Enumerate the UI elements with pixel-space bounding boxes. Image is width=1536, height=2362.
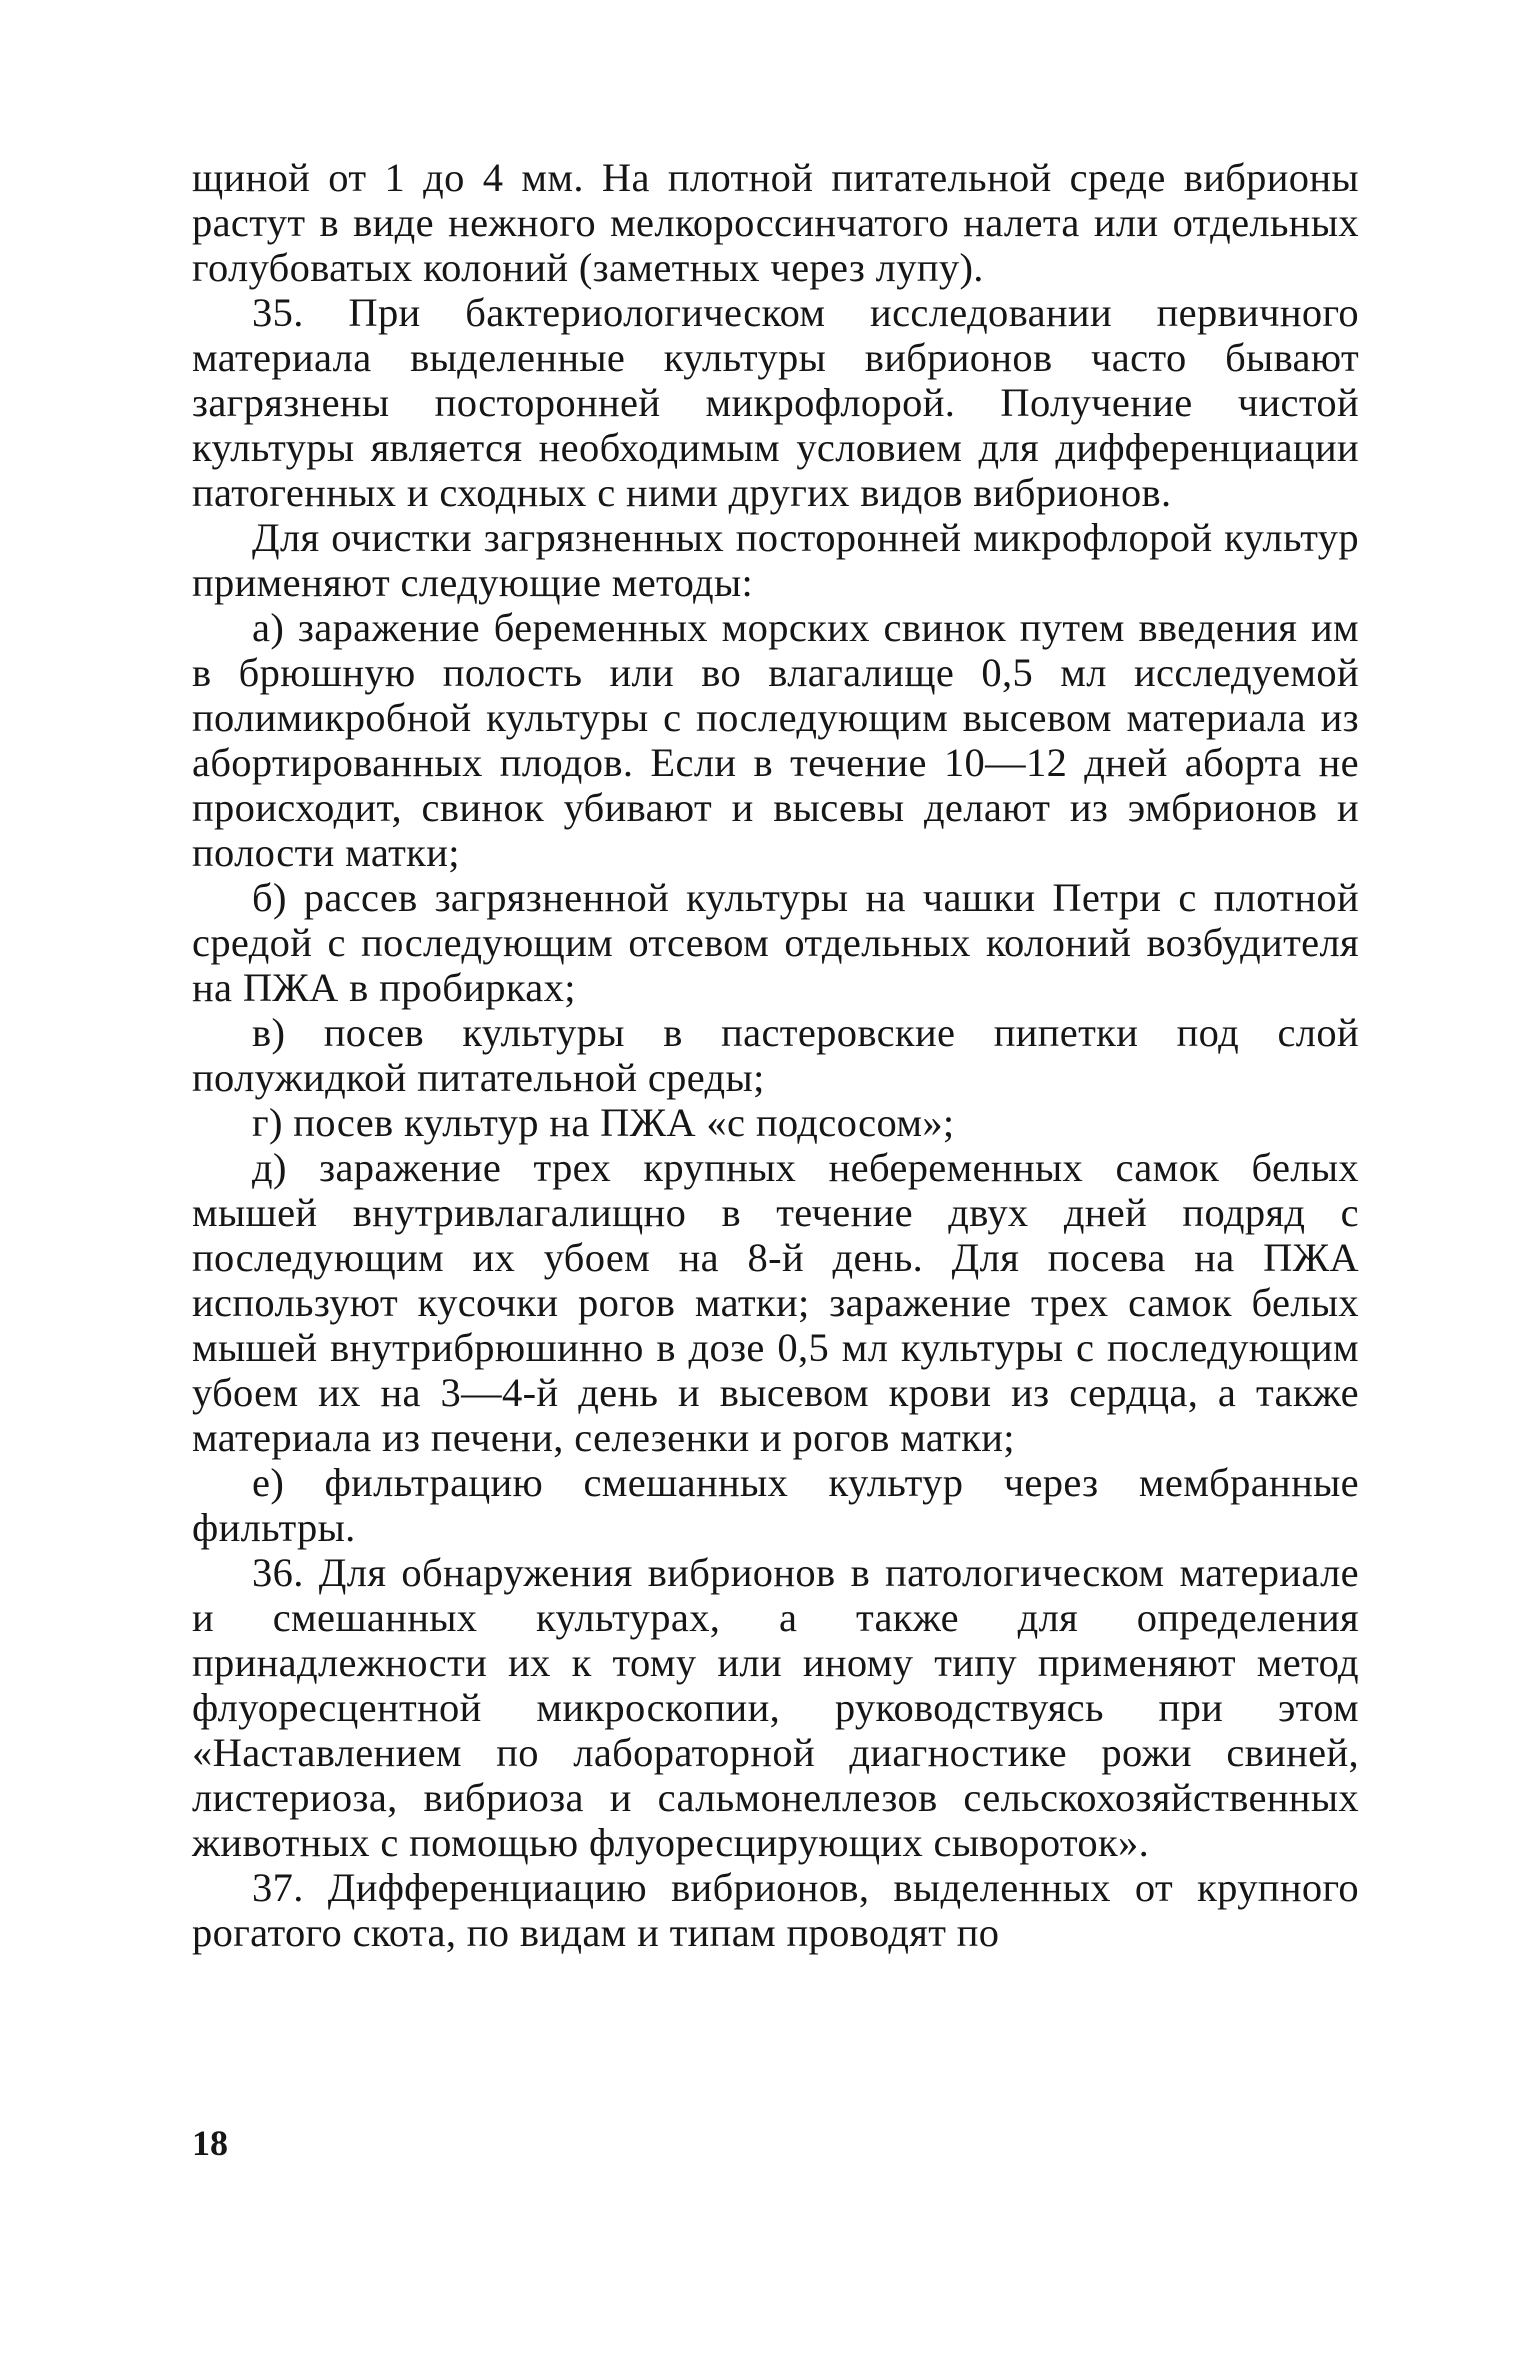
page-number: 18 — [192, 2123, 228, 2163]
list-item-g: г) посев культур на ПЖА «с подсосом»; — [252, 1100, 955, 1145]
list-item-v: в) посев культуры в пастеровские пипетки под слой полужидкой питательной среды; — [192, 1010, 1359, 1100]
paragraph-35: 35. При бактериологическом исследовании первичного материала выделенные культуры вибрионов часто бывают загрязнены посторонней микрофлорой. Получение чистой культуры является необходимым условием для дифференциации патогенных и сходных с ними других видов вибрионов. — [192, 290, 1359, 515]
paragraph-continuation: щиной от 1 до 4 мм. На плотной питательной среде вибрионы растут в виде нежного мелкороссинчатого налета или отдельных голубоватых колоний (заметных через лупу). — [192, 155, 1359, 290]
list-item-e: е) фильтрацию смешанных культур через мембранные фильтры. — [192, 1460, 1359, 1550]
list-item-b: б) рассев загрязненной культуры на чашки Петри с плотной средой с последующим отсевом отдельных колоний возбудителя на ПЖА в пробирках; — [192, 875, 1359, 1010]
paragraph-36: 36. Для обнаружения вибрионов в патологическом материале и смешанных культурах, а также для определения принадлежности их к тому или иному типу применяют метод флуоресцентной микроскопии, руководствуясь при этом «Наставлением по лабораторной диагностике рожи свиней, листериоза, вибриоза и сальмонеллезов сельскохозяйственных животных с помощью флуоресцирующих сывороток». — [192, 1550, 1359, 1865]
list-item-a: а) заражение беременных морских свинок путем введения им в брюшную полость или во влагалище 0,5 мл исследуемой полимикробной культуры с последующим высевом материала из абортированных плодов. Если в течение 10—12 дней аборта не происходит, свинок убивают и высевы делают из эмбрионов и полости матки; — [192, 605, 1359, 875]
paragraph-37: 37. Дифференциацию вибрионов, выделенных от крупного рогатого скота, по видам и типам проводят по — [192, 1865, 1359, 1955]
list-item-d: д) заражение трех крупных небеременных самок белых мышей внутривлагалищно в течение двух дней подряд с последующим их убоем на 8-й день. Для посева на ПЖА используют кусочки рогов матки; заражение трех самок белых мышей внутрибрюшинно в дозе 0,5 мл культуры с последующим убоем их на 3—4-й день и высевом крови из сердца, а также материала из печени, селезенки и рогов матки; — [192, 1145, 1359, 1460]
paragraph-methods-intro: Для очистки загрязненных посторонней микрофлорой культур применяют следующие методы: — [192, 515, 1359, 605]
page-body — [192, 155, 1359, 1955]
